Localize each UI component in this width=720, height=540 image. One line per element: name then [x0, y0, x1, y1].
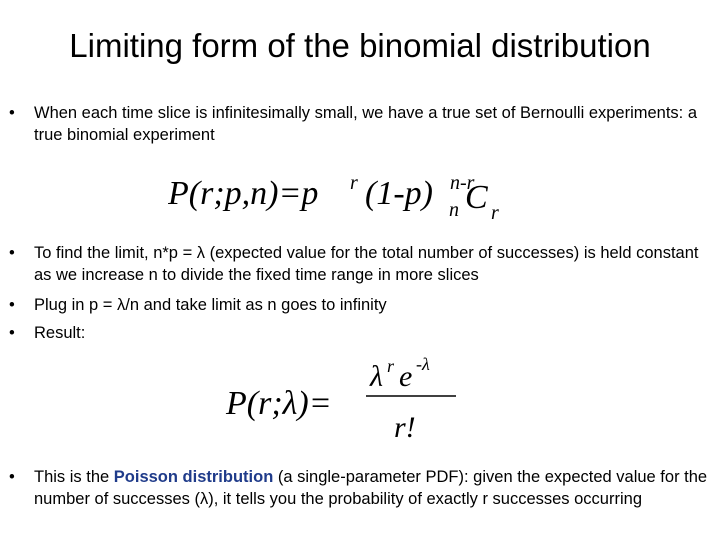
bullet-item [9, 102, 709, 146]
bullet-text: Result: [34, 324, 86, 342]
poisson-e: e [399, 360, 413, 393]
bullet-item [9, 466, 709, 510]
binomial-formula [168, 166, 548, 231]
formula-sub-r: r [491, 202, 499, 224]
slide-title: Limiting form of the binomial distribution [69, 27, 651, 64]
poisson-exp-lambda: -λ [416, 354, 430, 374]
formula-exp-nr: n-r [450, 172, 475, 194]
bullet-marker: • [9, 468, 15, 486]
bullet-marker: • [9, 244, 15, 262]
bullet-item [9, 242, 709, 286]
bullet-text: To find the limit, n*p = λ (expected value for the total number of successes) is held constant as we increase n to divide the fixed time range in more slices [34, 244, 699, 284]
formula-lhs: P(r;p,n)=p [168, 175, 319, 212]
bullet-item [9, 294, 709, 316]
bullet-text [34, 466, 709, 510]
poisson-den: r! [394, 411, 416, 444]
text-before: This is the [34, 468, 114, 486]
poisson-formula [224, 342, 464, 451]
poisson-lambda: λ [370, 360, 383, 393]
text-after: (a single-parameter PDF): given the expected value for the number of successes (λ), it tells you the probability of exactly r successes occurring [34, 468, 708, 508]
poisson-exp-r: r [387, 356, 395, 376]
bullet-item [9, 322, 709, 344]
poisson-lhs: P(r;λ)= [226, 385, 332, 422]
bullet-marker: • [9, 296, 15, 314]
formula-c: C [465, 179, 488, 216]
formula-exp-r: r [350, 172, 358, 194]
bullet-text: Plug in p = λ/n and take limit as n goes to infinity [34, 296, 387, 314]
poisson-term: Poisson distribution [113, 468, 274, 486]
formula-sub-n: n [449, 199, 459, 221]
bullet-text: When each time slice is infinitesimally small, we have a true set of Bernoulli experiments: a true binomial experiment [34, 104, 698, 144]
formula-mid: (1-p) [365, 175, 433, 212]
bullet-marker: • [9, 324, 15, 342]
bullet-marker: • [9, 104, 15, 122]
